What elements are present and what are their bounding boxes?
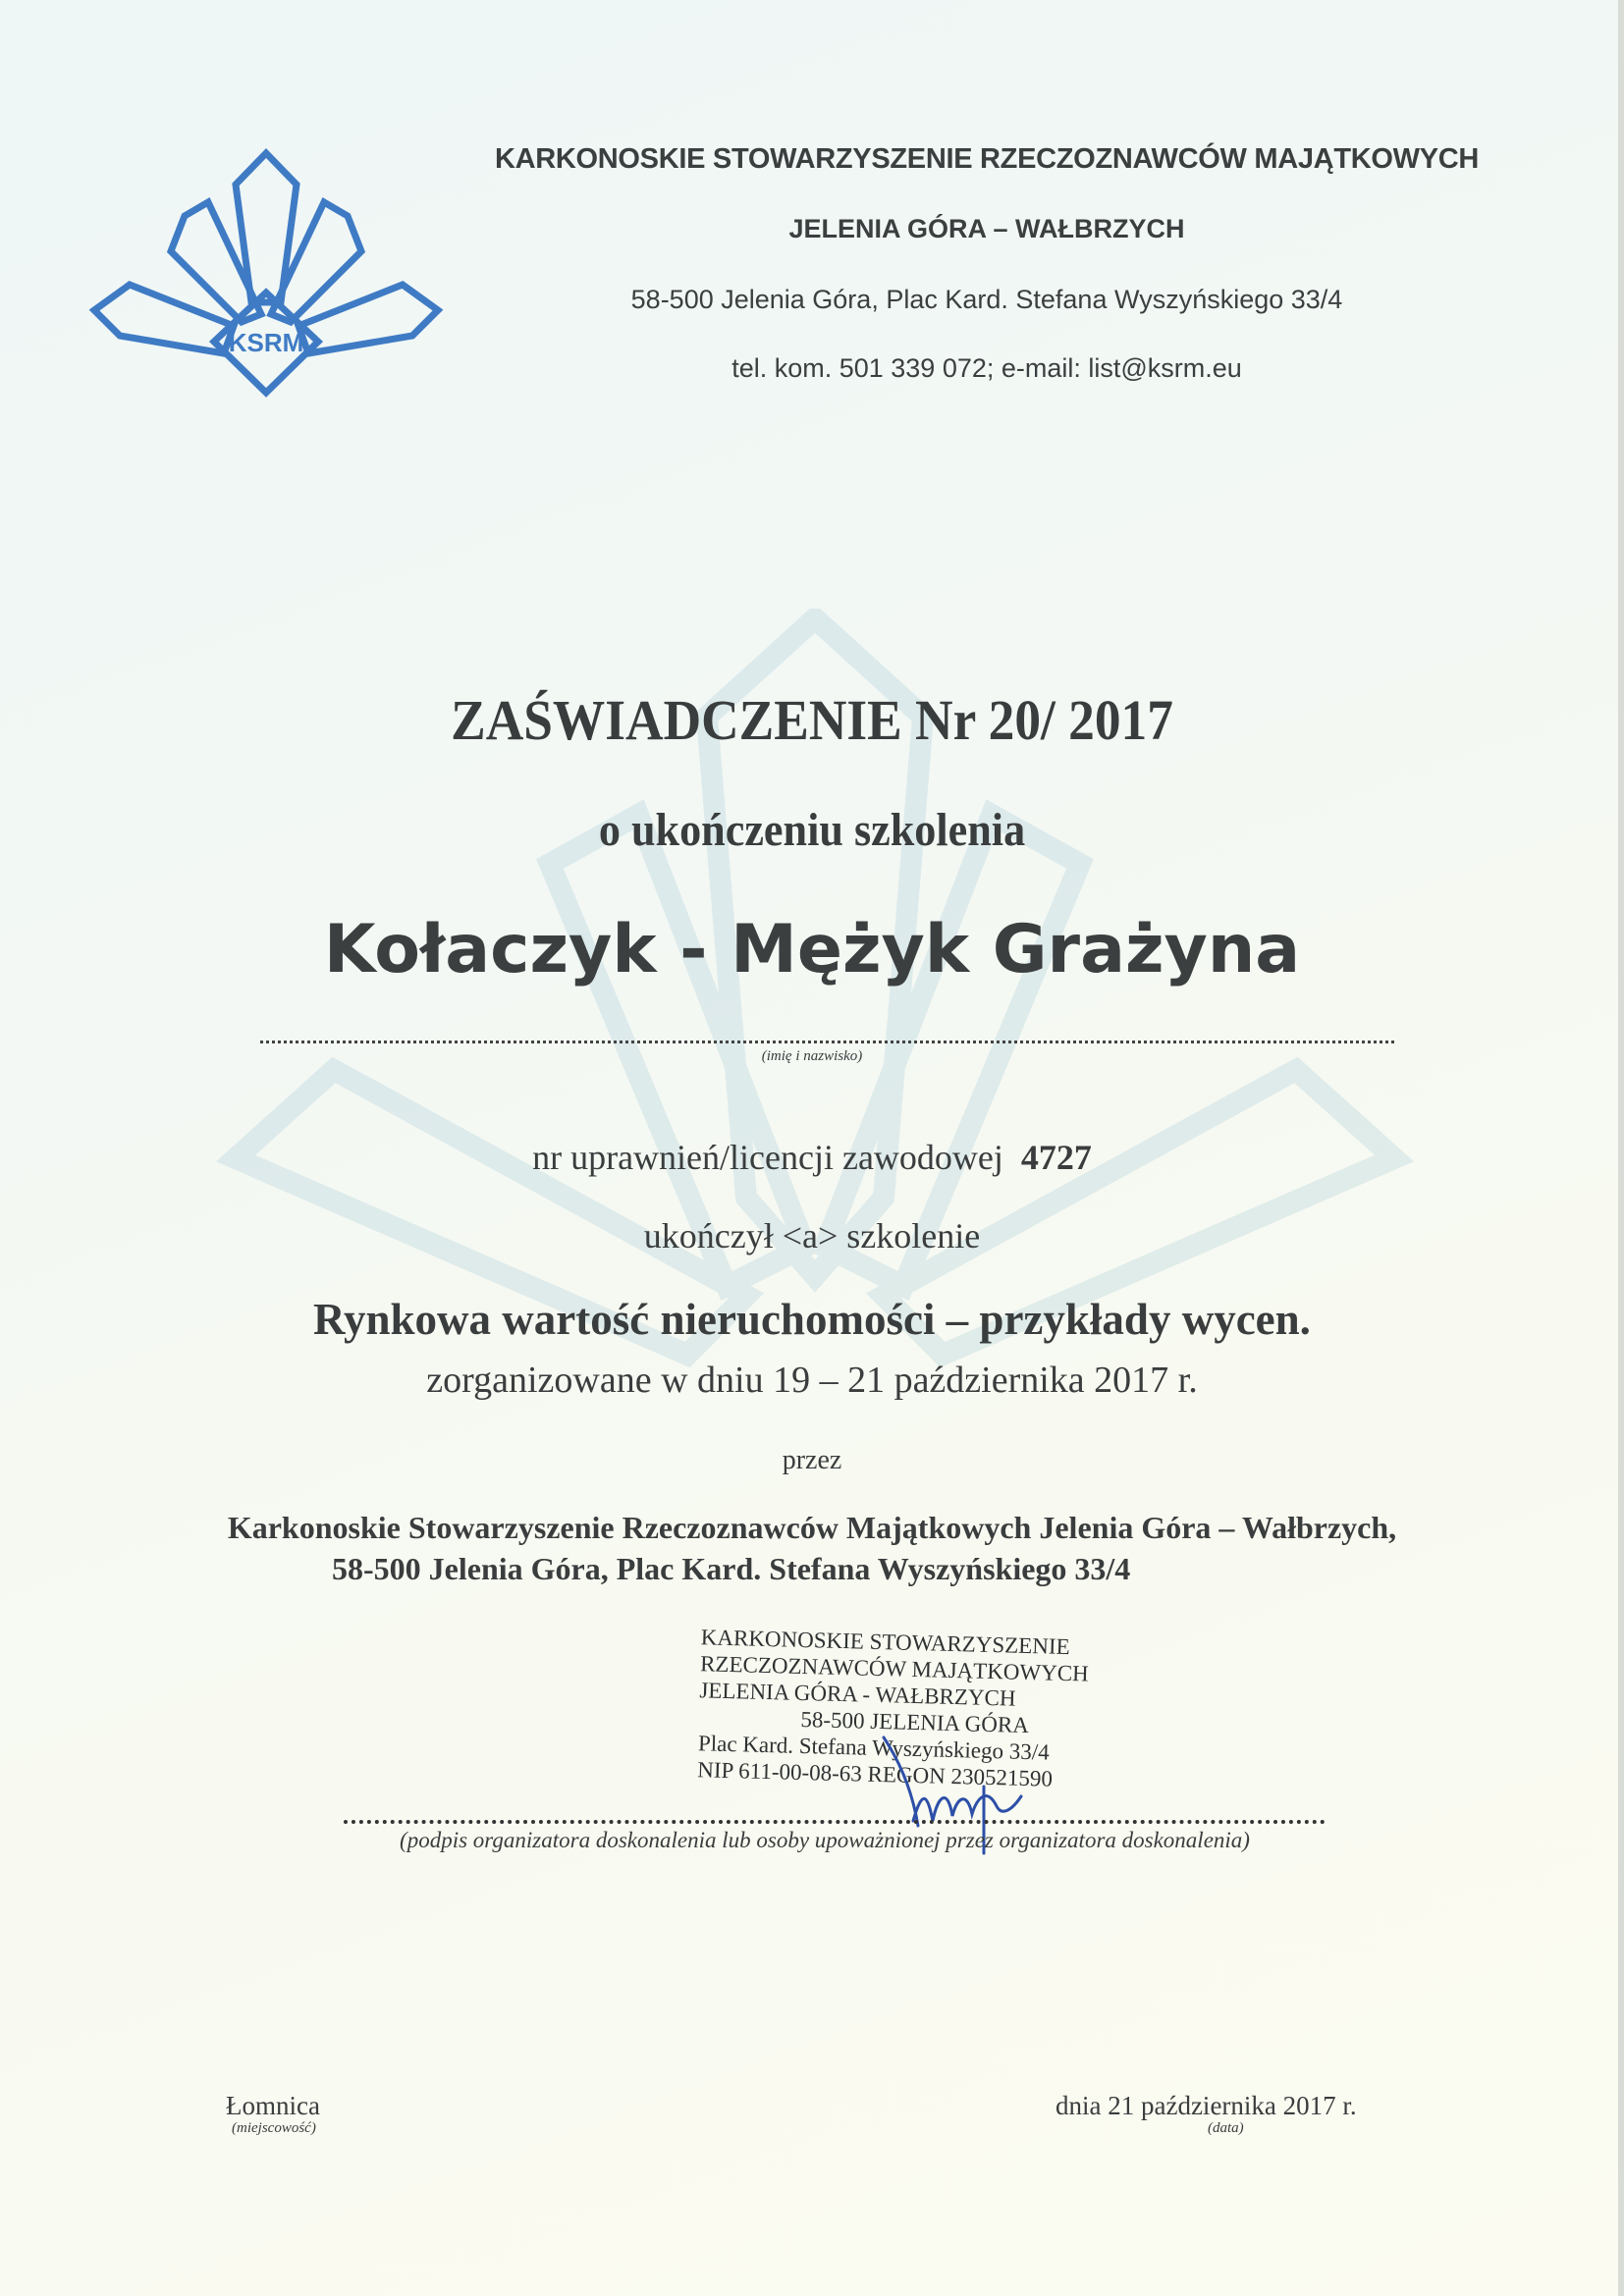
place-caption: (miejscowość): [232, 2120, 316, 2136]
header-address: 58-500 Jelenia Góra, Plac Kard. Stefana Wyszyńskiego 33/4: [630, 285, 1343, 314]
header-city: JELENIA GÓRA – WAŁBRZYCH: [788, 214, 1185, 243]
certificate-title: ZAŚWIADCZENIE Nr 20/ 2017: [451, 688, 1173, 752]
license-line: [0, 1137, 1624, 1178]
signature-dotted-line: [344, 1820, 1326, 1824]
ksrm-logo-icon: [86, 145, 446, 404]
completed-text: ukończył <a> szkolenie: [643, 1216, 981, 1255]
place: Łomnica: [226, 2091, 320, 2120]
course-dates: zorganizowane w dniu 19 – 21 października 2017 r.: [426, 1360, 1198, 1401]
svg-text:KSRM: KSRM: [228, 328, 304, 357]
certificate-subtitle: o ukończeniu szkolenia: [598, 804, 1026, 856]
header-organization: KARKONOSKIE STOWARZYSZENIE RZECZOZNAWCÓW MAJĄTKOWYCH: [494, 143, 1480, 175]
stamp-line: JELENIA GÓRA - WAŁBRZYCH: [699, 1678, 1016, 1711]
header-contact: tel. kom. 501 339 072; e-mail: list@ksrm.eu: [731, 353, 1242, 383]
license-number: 4727: [1020, 1138, 1092, 1177]
course-title: Rynkowa wartość nieruchomości – przykłady wycen.: [313, 1295, 1311, 1344]
organizer-line-2: 58-500 Jelenia Góra, Plac Kard. Stefana Wyszyńskiego 33/4: [332, 1551, 1131, 1586]
signature-caption: (podpis organizatora doskonalenia lub osoby upoważnionej przez organizatora doskonalenia): [400, 1828, 1250, 1852]
organizer-line-1: Karkonoskie Stowarzyszenie Rzeczoznawców Majątkowych Jelenia Góra – Wałbrzych,: [227, 1510, 1397, 1545]
holder-name: Kołaczyk - Mężyk Grażyna: [323, 911, 1301, 988]
stamp-line: RZECZOZNAWCÓW MAJĄTKOWYCH: [699, 1651, 1090, 1686]
issue-date: dnia 21 października 2017 r.: [1056, 2091, 1357, 2120]
stamp-line: NIP 611-00-08-63 REGON 230521590: [696, 1757, 1054, 1791]
name-dotted-line: [260, 1041, 1394, 1043]
license-label: nr uprawnień/licencji zawodowej: [532, 1138, 1003, 1177]
stamp-line: Plac Kard. Stefana Wyszyńskiego 33/4: [697, 1731, 1051, 1765]
stamp-line: KARKONOSKIE STOWARZYSZENIE: [700, 1625, 1070, 1660]
stamp-line: 58-500 JELENIA GÓRA: [800, 1706, 1030, 1738]
date-caption: (data): [1208, 2120, 1244, 2136]
holder-name-caption: (imię i nazwisko): [761, 1048, 863, 1064]
by-label: przez: [782, 1445, 842, 1475]
